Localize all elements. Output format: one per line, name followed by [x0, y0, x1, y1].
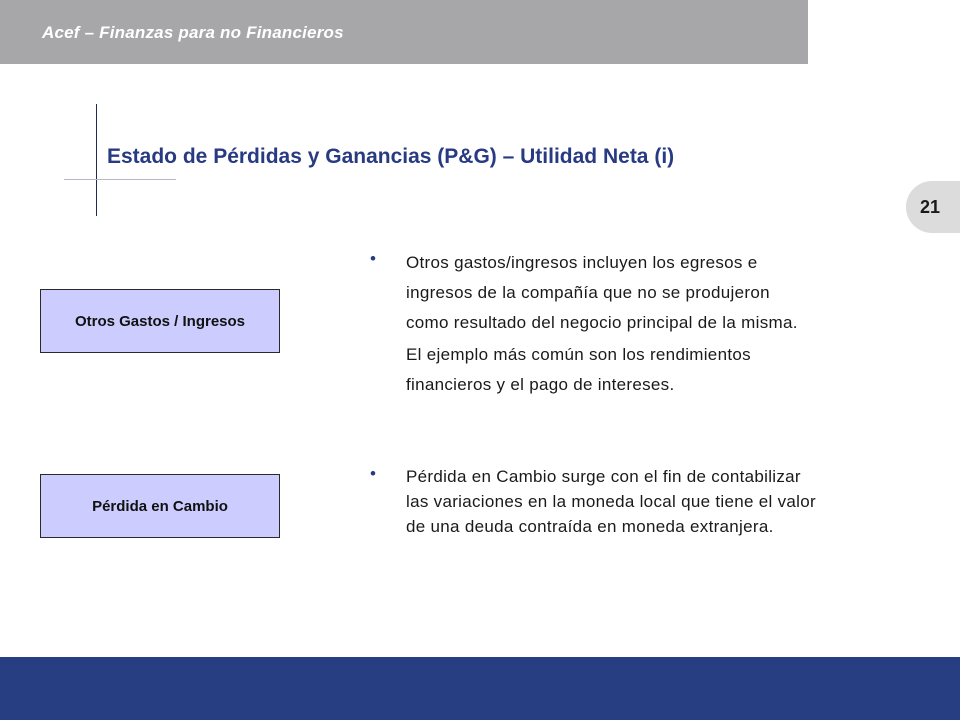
paragraph-line: Otros gastos/ingresos incluyen los egresos e: [406, 253, 758, 272]
slide-title: Estado de Pérdidas y Ganancias (P&G) – Utilidad Neta (i): [107, 145, 675, 168]
paragraph-line: Pérdida en Cambio surge con el fin de contabilizar: [406, 467, 801, 486]
label-box-otros-gastos: Otros Gastos / Ingresos: [40, 289, 280, 353]
paragraph-line: financieros y el pago de intereses.: [406, 375, 675, 394]
paragraph-line: como resultado del negocio principal de la misma.: [406, 313, 798, 332]
paragraph-line: las variaciones en la moneda local que tiene el valor: [406, 492, 816, 511]
bullet-marker: •: [370, 249, 376, 268]
bullet-paragraph-perdida-cambio: [406, 464, 916, 539]
header-title: Acef – Finanzas para no Financieros: [42, 23, 344, 42]
bullet-paragraph-otros-gastos: [406, 248, 916, 400]
bullet-marker: •: [370, 464, 376, 483]
page-number: 21: [920, 197, 941, 217]
label-box-perdida-cambio: Pérdida en Cambio: [40, 474, 280, 538]
decorative-vertical-line: [96, 104, 97, 216]
footer-bar: [0, 657, 960, 720]
decorative-horizontal-line: [64, 179, 176, 180]
paragraph-line: El ejemplo más común son los rendimientos: [406, 345, 751, 364]
paragraph-line: de una deuda contraída en moneda extranjera.: [406, 517, 774, 536]
paragraph-line: ingresos de la compañía que no se produjeron: [406, 283, 770, 302]
